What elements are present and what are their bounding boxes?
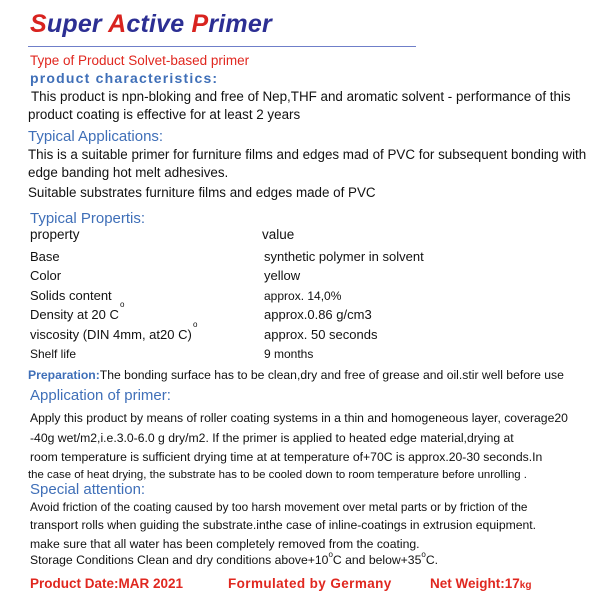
density-degree-mark: o — [120, 300, 125, 309]
storage-degree-mark-2: o — [421, 550, 426, 559]
storage-degree-mark-1: o — [328, 550, 333, 559]
applications-line-1: This is a suitable primer for furniture films and edges mad of PVC for subsequent bonding with — [28, 147, 587, 162]
applications-line-2: edge banding hot melt adhesives. — [28, 165, 229, 180]
property-value-viscosity: approx. 50 seconds — [264, 327, 378, 342]
property-value-color: yellow — [264, 268, 301, 283]
special-line-3: make sure that all water has been completely removed from the coating. — [30, 537, 420, 551]
preparation-line — [28, 368, 564, 382]
applications-heading: Typical Applications: — [28, 128, 164, 145]
characteristics-heading: product characteristics: — [30, 70, 219, 86]
characteristics-line-2: product coating is effective for at least 2 years — [28, 107, 301, 122]
storage-conditions: Storage Conditions Clean and dry conditions $above+10^oC$ and $below+35^oC$. — [30, 550, 438, 567]
application-line-2: -40g wet/m2,i.e.3.0-6.0 g dry/m2. If the primer is applied to heated edge material,drying at — [30, 431, 514, 445]
property-value-base: synthetic polymer in solvent — [264, 249, 424, 264]
property-name-shelf-life: Shelf life — [30, 347, 77, 361]
preparation-text: The bonding surface has to be clean,dry and free of grease and oil.stir well before use — [99, 368, 564, 382]
properties-heading: Typical Propertis: — [30, 210, 146, 227]
application-line-1: Apply this product by means of roller coating systems in a thin and homogeneous layer, coverage20 — [30, 411, 568, 425]
property-name-density: Density at 20 C — [30, 307, 119, 322]
title-divider — [28, 46, 416, 47]
applications-line-3: Suitable substrates furniture films and edges made of PVC — [28, 185, 376, 200]
property-column-header: property — [30, 227, 80, 242]
property-name-color: Color — [30, 268, 62, 283]
application-line-4: the case of heat drying, the substrate has to be cooled down to room temperature before unrolling . — [28, 469, 527, 481]
special-attention-heading: Special attention: — [30, 481, 146, 498]
special-line-2: transport rolls when guiding the substrate.inthe case of inline-coatings in extrusion equipment. — [30, 518, 537, 532]
application-line-3: room temperature is sufficient drying time at at temperature of+70C is approx.20-30 seconds.In — [30, 450, 543, 464]
preparation-label: Preparation: — [28, 368, 100, 382]
value-column-header: value — [262, 227, 295, 242]
application-heading: Application of primer: — [30, 387, 171, 404]
special-line-1: Avoid friction of the coating caused by too harsh movement over metal parts or by friction of the — [30, 500, 528, 514]
formulated-by: Formulated by Germany — [228, 576, 392, 591]
characteristics-line-1: This product is npn-bloking and free of Nep,THF and aromatic solvent - performance of this — [31, 89, 571, 104]
property-value-solids: approx. 14,0% — [264, 289, 342, 303]
product-date: Product Date:MAR 2021 — [30, 576, 184, 591]
property-name-solids: Solids content — [30, 288, 112, 303]
property-name-base: Base — [30, 249, 60, 264]
property-value-density: approx.0.86 g/cm3 — [264, 307, 372, 322]
document-title: Super Active Primer — [30, 10, 272, 38]
property-value-shelf-life: 9 months — [264, 347, 314, 361]
property-name-viscosity: viscosity (DIN 4mm, at20 C) — [30, 327, 192, 342]
viscosity-degree-mark: o — [193, 320, 198, 329]
net-weight: Net Weight:17kg — [430, 576, 532, 591]
product-type: Type of Product Solvet-based primer — [30, 53, 250, 68]
